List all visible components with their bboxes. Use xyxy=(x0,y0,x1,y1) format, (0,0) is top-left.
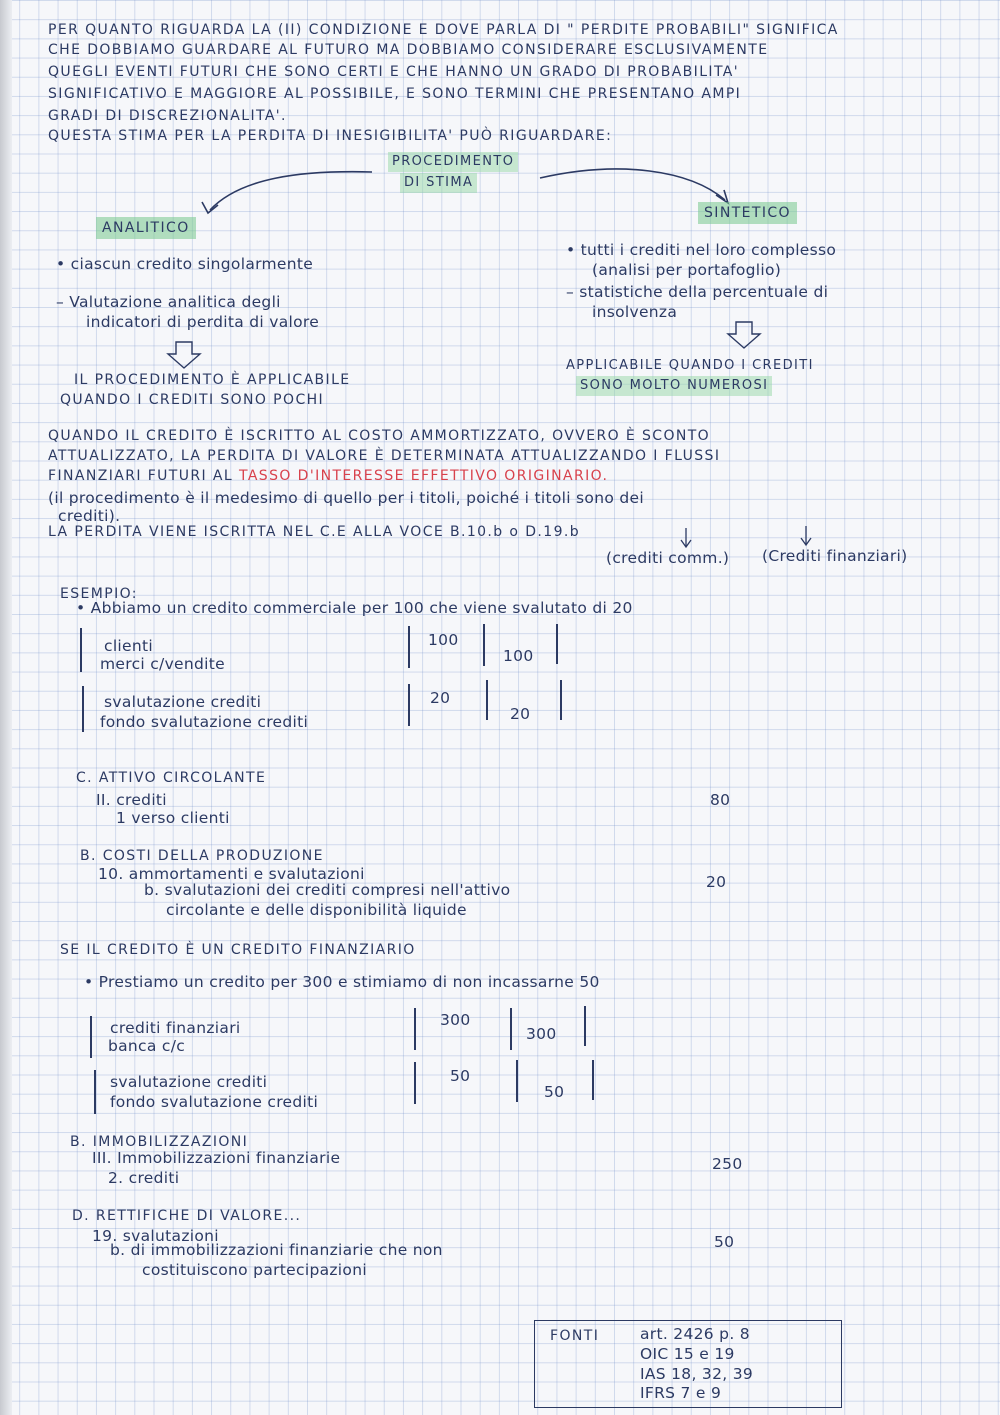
costo-line-3-text: FINANZIARI FUTURI AL xyxy=(48,468,234,484)
example1-heading: ESEMPIO: xyxy=(60,586,138,602)
intro-line-6: QUESTA STIMA PER LA PERDITA DI INESIGIBILITA' PUÒ RIGUARDARE: xyxy=(48,128,613,144)
example2-heading: SE IL CREDITO È UN CREDITO FINANZIARIO xyxy=(60,942,416,958)
analytic-result-line-2: QUANDO I CREDITI SONO POCHI xyxy=(60,392,325,408)
entry2-mid-bar-2 xyxy=(486,680,488,720)
sp-value-80: 80 xyxy=(710,791,731,809)
sp-immobilizzazioni: B. IMMOBILIZZAZIONI xyxy=(70,1134,249,1150)
ce-value-50: 50 xyxy=(714,1233,735,1251)
costo-line-2: ATTUALIZZATO, LA PERDITA DI VALORE È DETERMINATA ATTUALIZZANDO I FLUSSI xyxy=(48,448,721,464)
synthetic-bullet-2-line-1: – statistiche della percentuale di xyxy=(566,283,829,301)
ce-value-20: 20 xyxy=(706,873,727,891)
ce-ammortamenti: 10. ammortamenti e svalutazioni xyxy=(98,865,365,883)
entry3-avere: 300 xyxy=(526,1025,557,1043)
intro-line-1: PER QUANTO RIGUARDA LA (II) CONDIZIONE E DOVE PARLA DI " PERDITE PROBABILI" SIGNIFICA xyxy=(48,22,839,38)
analytic-result-line-1: IL PROCEDIMENTO È APPLICABILE xyxy=(74,372,351,388)
entry4-mid-bar-2 xyxy=(516,1060,518,1102)
sp-crediti: II. crediti xyxy=(96,791,167,809)
entry3-right-bar xyxy=(584,1006,586,1046)
synthetic-bullet-2-line-2: insolvenza xyxy=(592,303,678,321)
ce-svalutazioni-19: 19. svalutazioni xyxy=(92,1227,219,1245)
entry4-account-debit: svalutazione crediti xyxy=(110,1073,268,1091)
analytic-bullet-1: • ciascun credito singolarmente xyxy=(56,255,314,273)
entry4-dare: 50 xyxy=(450,1067,471,1085)
entry4-mid-bar xyxy=(414,1062,416,1104)
ce-costi-produzione: B. COSTI DELLA PRODUZIONE xyxy=(80,848,324,864)
ce-svalutazioni-line-2: circolante e delle disponibilità liquide xyxy=(166,901,467,919)
ce-immob-line-1: b. di immobilizzazioni finanziarie che non xyxy=(110,1241,443,1259)
entry1-avere: 100 xyxy=(503,647,534,665)
example2-bullet: • Prestiamo un credito per 300 e stimiamo di non incassarne 50 xyxy=(84,973,600,991)
intro-line-3: QUEGLI EVENTI FUTURI CHE SONO CERTI E CHE HANNO UN GRADO DI PROBABILITA' xyxy=(48,64,740,80)
diagram-center-line-2: DI STIMA xyxy=(400,173,477,193)
synthetic-bullet-1-line-2: (analisi per portafoglio) xyxy=(592,261,782,279)
entry1-left-bar xyxy=(80,628,82,672)
entry2-avere: 20 xyxy=(510,705,531,723)
sources-line-3: IAS 18, 32, 39 xyxy=(640,1365,754,1383)
ce-svalutazioni-line-1: b. svalutazioni dei crediti compresi nell'attivo xyxy=(144,881,511,899)
analytic-bullet-2-line-1: – Valutazione analitica degli xyxy=(56,293,281,311)
synthetic-result-line-1: APPLICABILE QUANDO I CREDITI xyxy=(566,358,814,373)
entry3-account-credit: banca c/c xyxy=(108,1037,186,1055)
entry2-left-bar xyxy=(82,686,84,732)
entry2-account-debit: svalutazione crediti xyxy=(104,693,262,711)
intro-line-4: SIGNIFICATIVO E MAGGIORE AL POSSIBILE, E SONO TERMINI CHE PRESENTANO AMPI xyxy=(48,86,742,102)
entry2-mid-bar xyxy=(408,684,410,726)
entry3-mid-bar-2 xyxy=(510,1008,512,1050)
intro-line-5: GRADI DI DISCREZIONALITA'. xyxy=(48,108,287,124)
entry3-dare: 300 xyxy=(440,1011,471,1029)
entry2-account-credit: fondo svalutazione crediti xyxy=(100,713,309,731)
ce-immob-line-2: costituiscono partecipazioni xyxy=(142,1261,367,1279)
entry2-right-bar xyxy=(560,680,562,720)
synthetic-label: SINTETICO xyxy=(698,202,797,224)
costo-line-5: crediti). xyxy=(58,507,121,525)
costo-line-4: (il procedimento è il medesimo di quello per i titoli, poiché i titoli sono dei xyxy=(48,489,644,507)
analytic-label: ANALITICO xyxy=(96,217,196,239)
entry1-mid-bar-2 xyxy=(483,624,485,666)
entry3-account-debit: crediti finanziari xyxy=(110,1019,241,1037)
note-crediti-finanziari: (Crediti finanziari) xyxy=(762,547,908,565)
sources-line-1: art. 2426 p. 8 xyxy=(640,1325,750,1343)
ce-rettifiche: D. RETTIFICHE DI VALORE... xyxy=(72,1208,302,1224)
costo-line-1: QUANDO IL CREDITO È ISCRITTO AL COSTO AMMORTIZZATO, OVVERO È SCONTO xyxy=(48,428,711,444)
example1-bullet: • Abbiamo un credito commerciale per 100 che viene svalutato di 20 xyxy=(76,599,633,617)
costo-line-3-rate: TASSO D'INTERESSE EFFETTIVO ORIGINARIO. xyxy=(238,468,609,484)
intro-line-2: CHE DOBBIAMO GUARDARE AL FUTURO MA DOBBIAMO CONSIDERARE ESCLUSIVAMENTE xyxy=(48,42,769,58)
entry1-dare: 100 xyxy=(428,631,459,649)
entry4-account-credit: fondo svalutazione crediti xyxy=(110,1093,319,1111)
entry1-mid-bar xyxy=(408,626,410,668)
sp-verso-clienti: 1 verso clienti xyxy=(116,809,230,827)
sp-immob-finanziarie: III. Immobilizzazioni finanziarie xyxy=(92,1149,341,1167)
synthetic-result-line-2: SONO MOLTO NUMEROSI xyxy=(576,376,772,396)
sources-line-2: OIC 15 e 19 xyxy=(640,1345,735,1363)
entry3-mid-bar xyxy=(414,1008,416,1050)
entry1-account-debit: clienti xyxy=(104,637,153,655)
diagram-center-line-1: PROCEDIMENTO xyxy=(388,152,518,172)
entry3-left-bar xyxy=(90,1016,92,1058)
entry2-dare: 20 xyxy=(430,689,451,707)
entry4-avere: 50 xyxy=(544,1083,565,1101)
sp-attivo-circolante: C. ATTIVO CIRCOLANTE xyxy=(76,770,267,786)
costo-line-6: LA PERDITA VIENE ISCRITTA NEL C.E ALLA VOCE B.10.b o D.19.b xyxy=(48,524,581,540)
sp-value-250: 250 xyxy=(712,1155,743,1173)
analytic-bullet-2-line-2: indicatori di perdita di valore xyxy=(86,313,320,331)
sources-label: FONTI xyxy=(550,1328,600,1344)
entry4-right-bar xyxy=(592,1060,594,1100)
entry1-account-credit: merci c/vendite xyxy=(100,655,225,673)
synthetic-bullet-1-line-1: • tutti i crediti nel loro complesso xyxy=(566,241,837,259)
sp-crediti-2: 2. crediti xyxy=(108,1169,180,1187)
note-crediti-comm: (crediti comm.) xyxy=(606,549,730,567)
entry4-left-bar xyxy=(94,1070,96,1114)
costo-line-3 xyxy=(48,466,608,486)
entry1-right-bar xyxy=(556,624,558,664)
sources-line-4: IFRS 7 e 9 xyxy=(640,1384,722,1402)
